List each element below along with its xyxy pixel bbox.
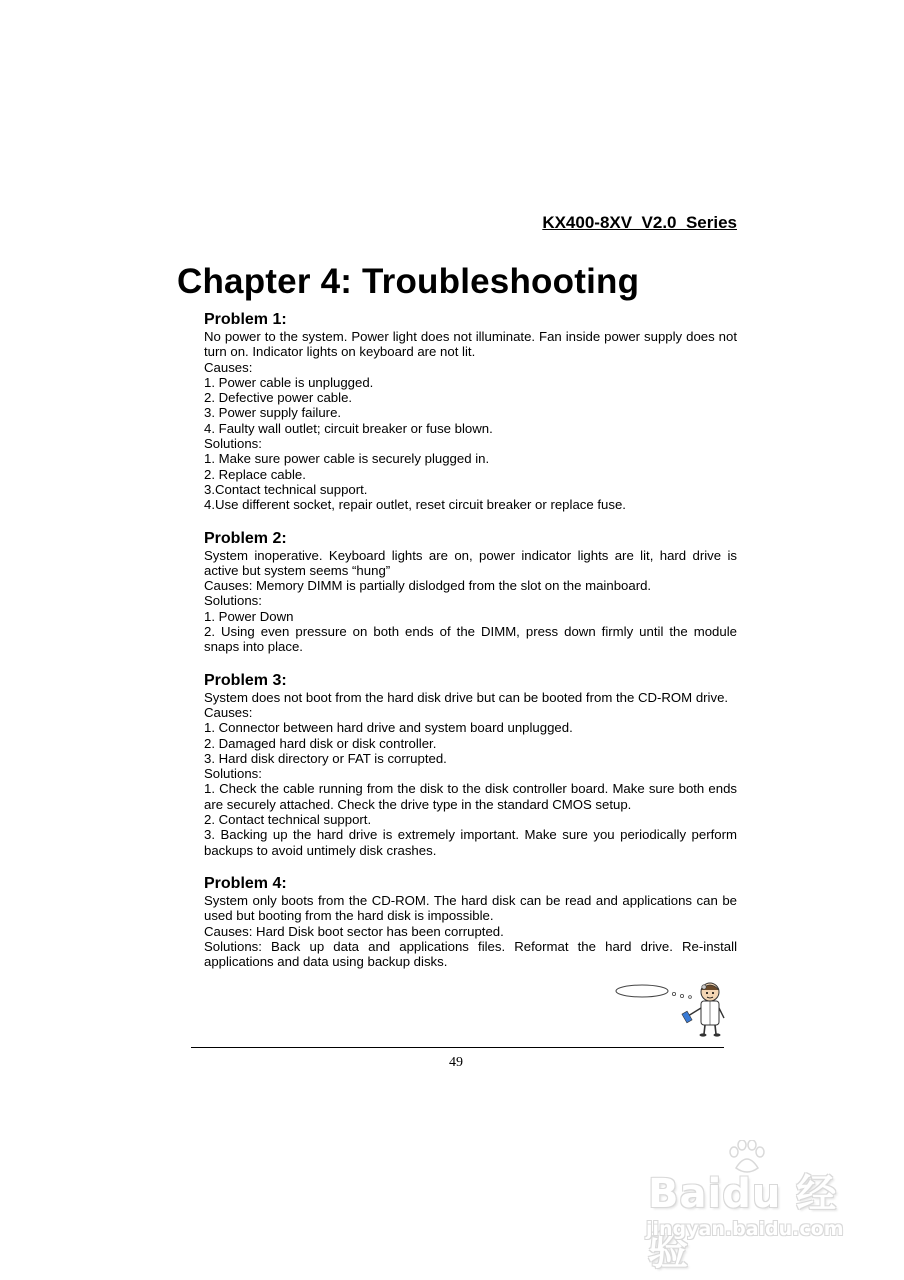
problem-line: 2. Contact technical support. <box>204 812 372 828</box>
troubleshooting-content <box>204 310 737 985</box>
problem-section <box>204 310 737 513</box>
problem-line: Solutions: Back up data and applications files. Reformat the hard drive. Re-install applications and data using backup disks. <box>204 938 737 970</box>
series-header: KX400-8XV V2.0 Series <box>542 213 737 232</box>
footer-divider <box>191 1047 724 1048</box>
problem-title: Problem 4: <box>204 874 287 892</box>
problem-line: No power to the system. Power light does not illuminate. Fan inside power supply does not turn on. Indicator lights on keyboard are not lit. <box>204 329 737 360</box>
problem-line: Solutions: <box>204 593 262 609</box>
problem-line: System only boots from the CD-ROM. The hard disk can be read and applications can be used but booting from the hard disk is impossible. <box>204 892 737 924</box>
problem-line: 1. Check the cable running from the disk to the disk controller board. Make sure both ends are securely attached. Check the drive type in the standard CMOS setup. <box>204 781 737 812</box>
problem-line: 2. Replace cable. <box>204 466 306 482</box>
problem-line: 3.Contact technical support. <box>204 481 368 497</box>
problem-line: Causes: Hard Disk boot sector has been corrupted. <box>204 923 504 939</box>
problem-line: Solutions: <box>204 436 262 452</box>
problem-line: 1. Connector between hard drive and system board unplugged. <box>204 720 573 736</box>
problem-line: 2. Defective power cable. <box>204 390 353 406</box>
doctor-cartoon-icon <box>612 978 730 1038</box>
thought-bubble <box>616 985 668 997</box>
watermark-url: jingyan.baidu.com <box>646 1218 844 1240</box>
problem-line: 2. Using even pressure on both ends of the DIMM, press down firmly until the module snaps into place. <box>204 624 737 655</box>
problem-line: 4. Faulty wall outlet; circuit breaker or fuse blown. <box>204 420 493 436</box>
problem-section <box>204 671 737 858</box>
problem-section <box>204 874 737 969</box>
problem-line: 1. Power Down <box>204 608 294 624</box>
problem-line: 3. Power supply failure. <box>204 405 342 421</box>
problem-line: System inoperative. Keyboard lights are on, power indicator lights are lit, hard drive is active but system seems “hung” <box>204 547 737 578</box>
problem-line: Causes: <box>204 704 253 720</box>
problem-title: Problem 2: <box>204 529 287 547</box>
problem-line: 3. Backing up the hard drive is extremely important. Make sure you periodically perform backups to avoid untimely disk crashes. <box>204 827 737 858</box>
problem-line: Solutions: <box>204 766 262 782</box>
problem-title: Problem 1: <box>204 311 287 328</box>
problem-line: System does not boot from the hard disk drive but can be booted from the CD-ROM drive. <box>204 689 729 705</box>
problem-line: Causes: <box>204 359 253 375</box>
problem-line: 1. Power cable is unplugged. <box>204 374 374 390</box>
watermark-logo: Baidu 经验 <box>648 1171 838 1274</box>
baidu-watermark <box>640 1140 860 1274</box>
chapter-title: Chapter 4: Troubleshooting <box>177 262 640 301</box>
problem-line: 4.Use different socket, repair outlet, reset circuit breaker or replace fuse. <box>204 497 626 513</box>
problem-line: 1. Make sure power cable is securely plugged in. <box>204 451 490 467</box>
page-number: 49 <box>449 1055 463 1070</box>
problem-title: Problem 3: <box>204 671 287 689</box>
problem-line: 2. Damaged hard disk or disk controller. <box>204 735 437 751</box>
problem-section <box>204 529 737 655</box>
problem-line: 3. Hard disk directory or FAT is corrupted. <box>204 750 447 766</box>
problem-line: Causes: Memory DIMM is partially dislodged from the slot on the mainboard. <box>204 578 652 594</box>
